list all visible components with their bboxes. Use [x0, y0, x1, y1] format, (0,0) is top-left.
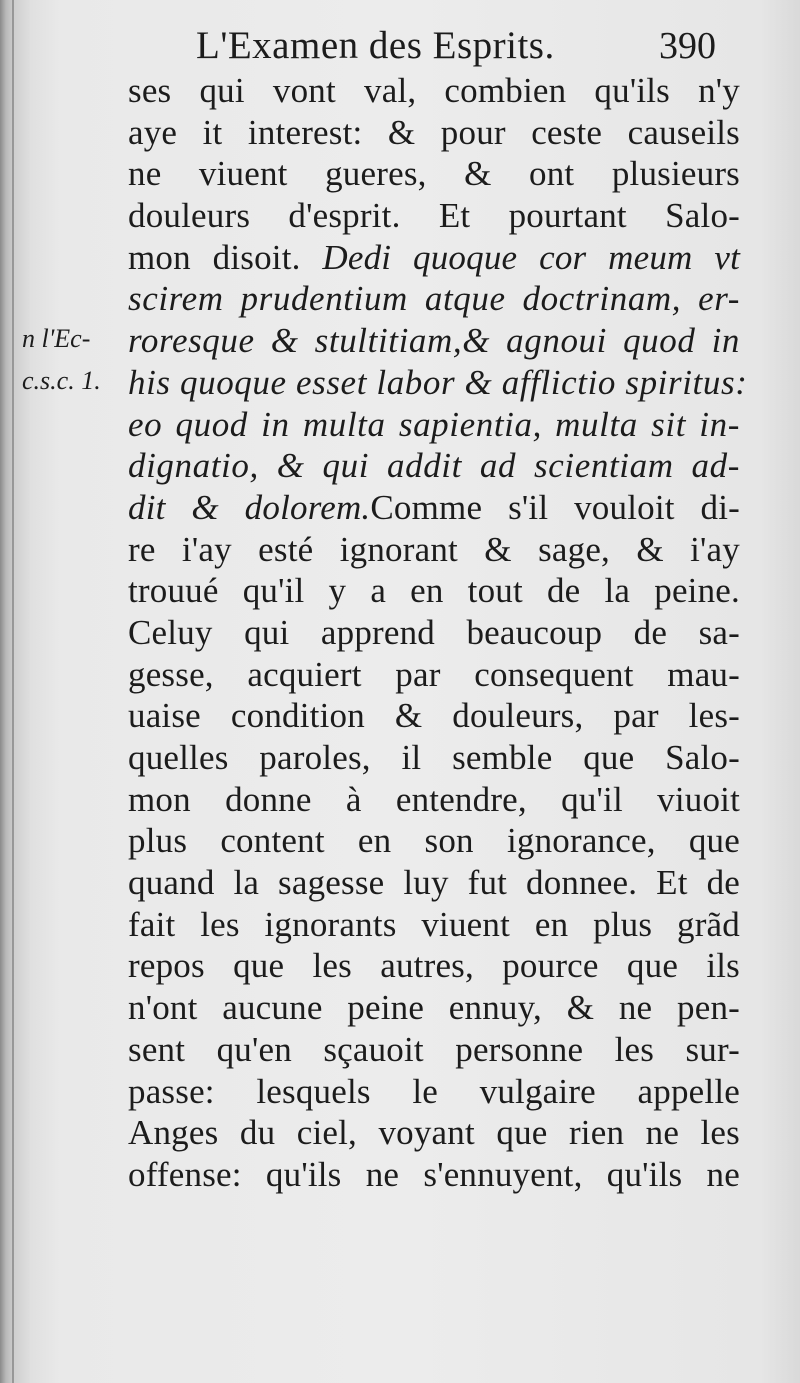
text-line: mon donne à entendre, qu'il viuoit — [128, 779, 740, 819]
text-latin-quote: dit & dolorem. — [128, 487, 371, 527]
text-line: sent qu'en sçauoit personne les sur- — [128, 1029, 740, 1069]
text-line: ne viuent gueres, & ont plusieurs — [128, 154, 740, 194]
text-line: gesse, acquiert par consequent mau- — [128, 654, 740, 694]
text-line: plus content en son ignorance, que — [128, 821, 740, 861]
text-line — [128, 237, 740, 279]
margin-note-line: n l'Ec- — [22, 324, 91, 353]
margin-note-line: c.s.c. 1. — [22, 366, 101, 395]
text-line: ses qui vont val, combien qu'ils n'y — [128, 71, 740, 110]
text-line: uaise condition & douleurs, par les- — [128, 696, 740, 736]
text-line: quand la sagesse luy fut donnee. Et de — [128, 863, 740, 903]
margin-note — [22, 318, 132, 402]
text-line: Anges du ciel, voyant que rien ne les — [128, 1113, 740, 1153]
text-line: offense: qu'ils ne s'ennuyent, qu'ils ne — [128, 1154, 740, 1194]
text-line: re i'ay esté ignorant & sage, & i'ay — [128, 529, 740, 569]
text-line: trouué qu'il y a en tout de la peine. — [128, 571, 740, 611]
text-line-latin: his quoque esset labor & afflictio spiritus: — [128, 362, 748, 402]
text-line: douleurs d'esprit. Et pourtant Salo- — [128, 196, 740, 236]
body-text — [128, 70, 748, 1196]
text-line-latin: dignatio, & qui addit ad scientiam ad- — [128, 446, 740, 486]
text-line-latin: scirem prudentium atque doctrinam, er- — [128, 279, 740, 319]
text-line — [128, 487, 740, 529]
text-line-latin: eo quod in multa sapientia, multa sit in- — [128, 404, 740, 444]
page-header — [196, 22, 716, 72]
page-gutter — [0, 0, 30, 1383]
text-roman: mon disoit. — [128, 237, 301, 277]
page-number: 390 — [659, 25, 716, 67]
text-latin-quote: Dedi quoque cor meum vt — [322, 237, 740, 277]
text-line: repos que les autres, pource que ils — [128, 946, 740, 986]
text-line: passe: lesquels le vulgaire appelle — [128, 1071, 740, 1111]
text-line-latin: roresque & stultitiam,& agnoui quod in — [128, 321, 740, 361]
text-line: quelles paroles, il semble que Salo- — [128, 738, 740, 777]
text-line: fait les ignorants viuent en plus grãd — [128, 904, 740, 944]
text-roman: Comme s'il vouloit di- — [370, 487, 740, 527]
text-line: aye it interest: & pour ceste causeils — [128, 112, 740, 152]
text-line: Celuy qui apprend beaucoup de sa- — [128, 612, 740, 652]
text-line: n'ont aucune peine ennuy, & ne pen- — [128, 988, 740, 1028]
running-title: L'Examen des Esprits. — [196, 24, 555, 67]
